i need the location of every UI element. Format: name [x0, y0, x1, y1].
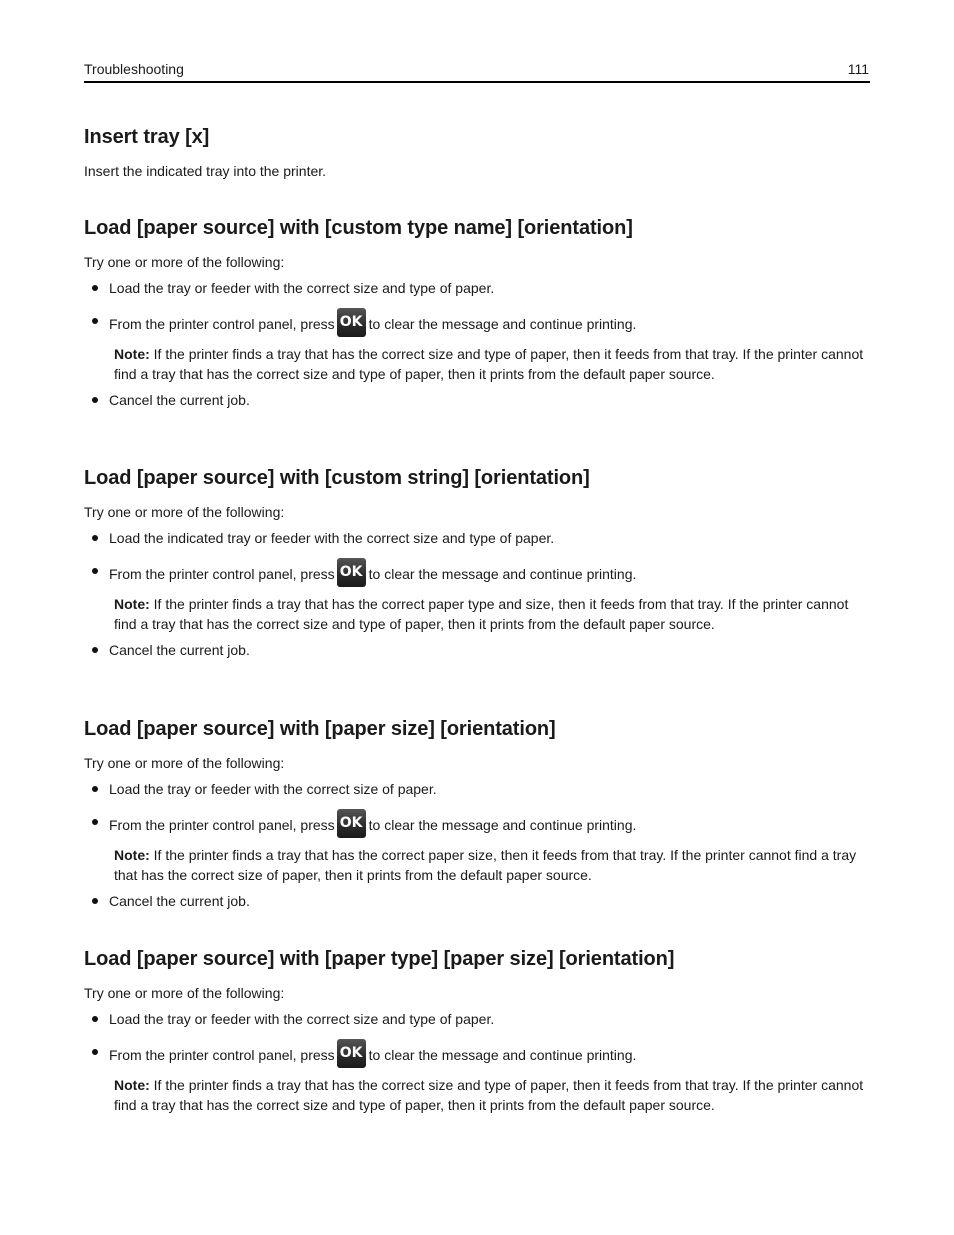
- section-heading: Load [paper source] with [paper size] [orientation]: [84, 718, 556, 740]
- bullet-icon: [92, 1049, 98, 1055]
- list-item-text: Load the tray or feeder with the correct size and type of paper.: [109, 1011, 495, 1027]
- section-paper-size: [84, 717, 874, 911]
- note-label: Note:: [114, 596, 150, 612]
- list-item-text: to clear the message and continue printing.: [368, 817, 637, 834]
- list-item: [84, 311, 874, 340]
- note-label: Note:: [114, 1077, 150, 1093]
- section-heading: Insert tray [x]: [84, 126, 210, 148]
- list-item-text: Cancel the current job.: [109, 642, 250, 658]
- list-item-text: Load the indicated tray or feeder with the correct size and type of paper.: [109, 530, 555, 546]
- bullet-icon: [92, 647, 98, 653]
- list-item-text: Load the tray or feeder with the correct size and type of paper.: [109, 280, 495, 296]
- list-item: [84, 1009, 874, 1029]
- note-text: If the printer finds a tray that has the correct paper type and size, then it feeds from that tray. If the printer cannot find a tray that has the correct size and type of paper, then it prints from the default paper source.: [114, 596, 849, 632]
- list-item-text: From the printer control panel, press: [109, 316, 335, 333]
- bullet-icon: [92, 898, 98, 904]
- bullet-icon: [92, 318, 98, 324]
- note: [84, 1075, 864, 1115]
- section-intro: Try one or more of the following:: [84, 985, 285, 1001]
- section-intro: Try one or more of the following:: [84, 254, 285, 270]
- list-item: [84, 812, 874, 841]
- list-item: [84, 640, 874, 660]
- note: [84, 344, 864, 384]
- header-section-title: Troubleshooting: [84, 61, 184, 77]
- section-paper-type-size: [84, 947, 874, 1115]
- running-header: [84, 60, 870, 83]
- bullet-icon: [92, 819, 98, 825]
- list-item-text: From the printer control panel, press: [109, 817, 335, 834]
- note-text: If the printer finds a tray that has the correct size and type of paper, then it feeds from that tray. If the printer cannot find a tray that has the correct size and type of paper, then it prints from the default paper source.: [114, 1077, 864, 1113]
- bullet-icon: [92, 786, 98, 792]
- list-item: [84, 528, 874, 548]
- bullet-icon: [92, 568, 98, 574]
- list-item-text: Cancel the current job.: [109, 392, 250, 408]
- list-item-text: to clear the message and continue printing.: [368, 316, 637, 333]
- section-custom-string: [84, 466, 874, 660]
- ok-button-icon: OK: [337, 1039, 366, 1068]
- note-label: Note:: [114, 346, 150, 362]
- note: [84, 845, 864, 885]
- bullet-icon: [92, 535, 98, 541]
- section-heading: Load [paper source] with [custom string] [orientation]: [84, 467, 590, 489]
- list-item-text: Cancel the current job.: [109, 893, 250, 909]
- section-custom-type-name: [84, 216, 874, 410]
- page-number: 111: [847, 61, 869, 77]
- list-item-text: to clear the message and continue printing.: [368, 1047, 637, 1064]
- note: [84, 594, 864, 634]
- list-item-text: Load the tray or feeder with the correct size of paper.: [109, 781, 437, 797]
- list-item-text: to clear the message and continue printing.: [368, 566, 637, 583]
- bullet-icon: [92, 1016, 98, 1022]
- list-item: [84, 561, 874, 590]
- section-insert-tray: [84, 125, 874, 181]
- list-item: [84, 891, 874, 911]
- list-item: [84, 1042, 874, 1071]
- section-heading: Load [paper source] with [custom type name] [orientation]: [84, 217, 633, 239]
- list-item-text: From the printer control panel, press: [109, 1047, 335, 1064]
- note-label: Note:: [114, 847, 150, 863]
- ok-button-icon: OK: [337, 809, 366, 838]
- ok-button-icon: OK: [337, 558, 366, 587]
- note-text: If the printer finds a tray that has the correct paper size, then it feeds from that tray. If the printer cannot find a tray that has the correct size of paper, then it prints from the default paper source.: [114, 847, 857, 883]
- section-text: Insert the indicated tray into the printer.: [84, 163, 327, 179]
- list-item-text: From the printer control panel, press: [109, 566, 335, 583]
- list-item: [84, 779, 874, 799]
- section-heading: Load [paper source] with [paper type] [paper size] [orientation]: [84, 948, 675, 970]
- ok-button-icon: OK: [337, 308, 366, 337]
- note-text: If the printer finds a tray that has the correct size and type of paper, then it feeds from that tray. If the printer cannot find a tray that has the correct size and type of paper, then it prints from the default paper source.: [114, 346, 864, 382]
- bullet-icon: [92, 285, 98, 291]
- section-intro: Try one or more of the following:: [84, 755, 285, 771]
- bullet-icon: [92, 397, 98, 403]
- list-item: [84, 390, 874, 410]
- section-intro: Try one or more of the following:: [84, 504, 285, 520]
- list-item: [84, 278, 874, 298]
